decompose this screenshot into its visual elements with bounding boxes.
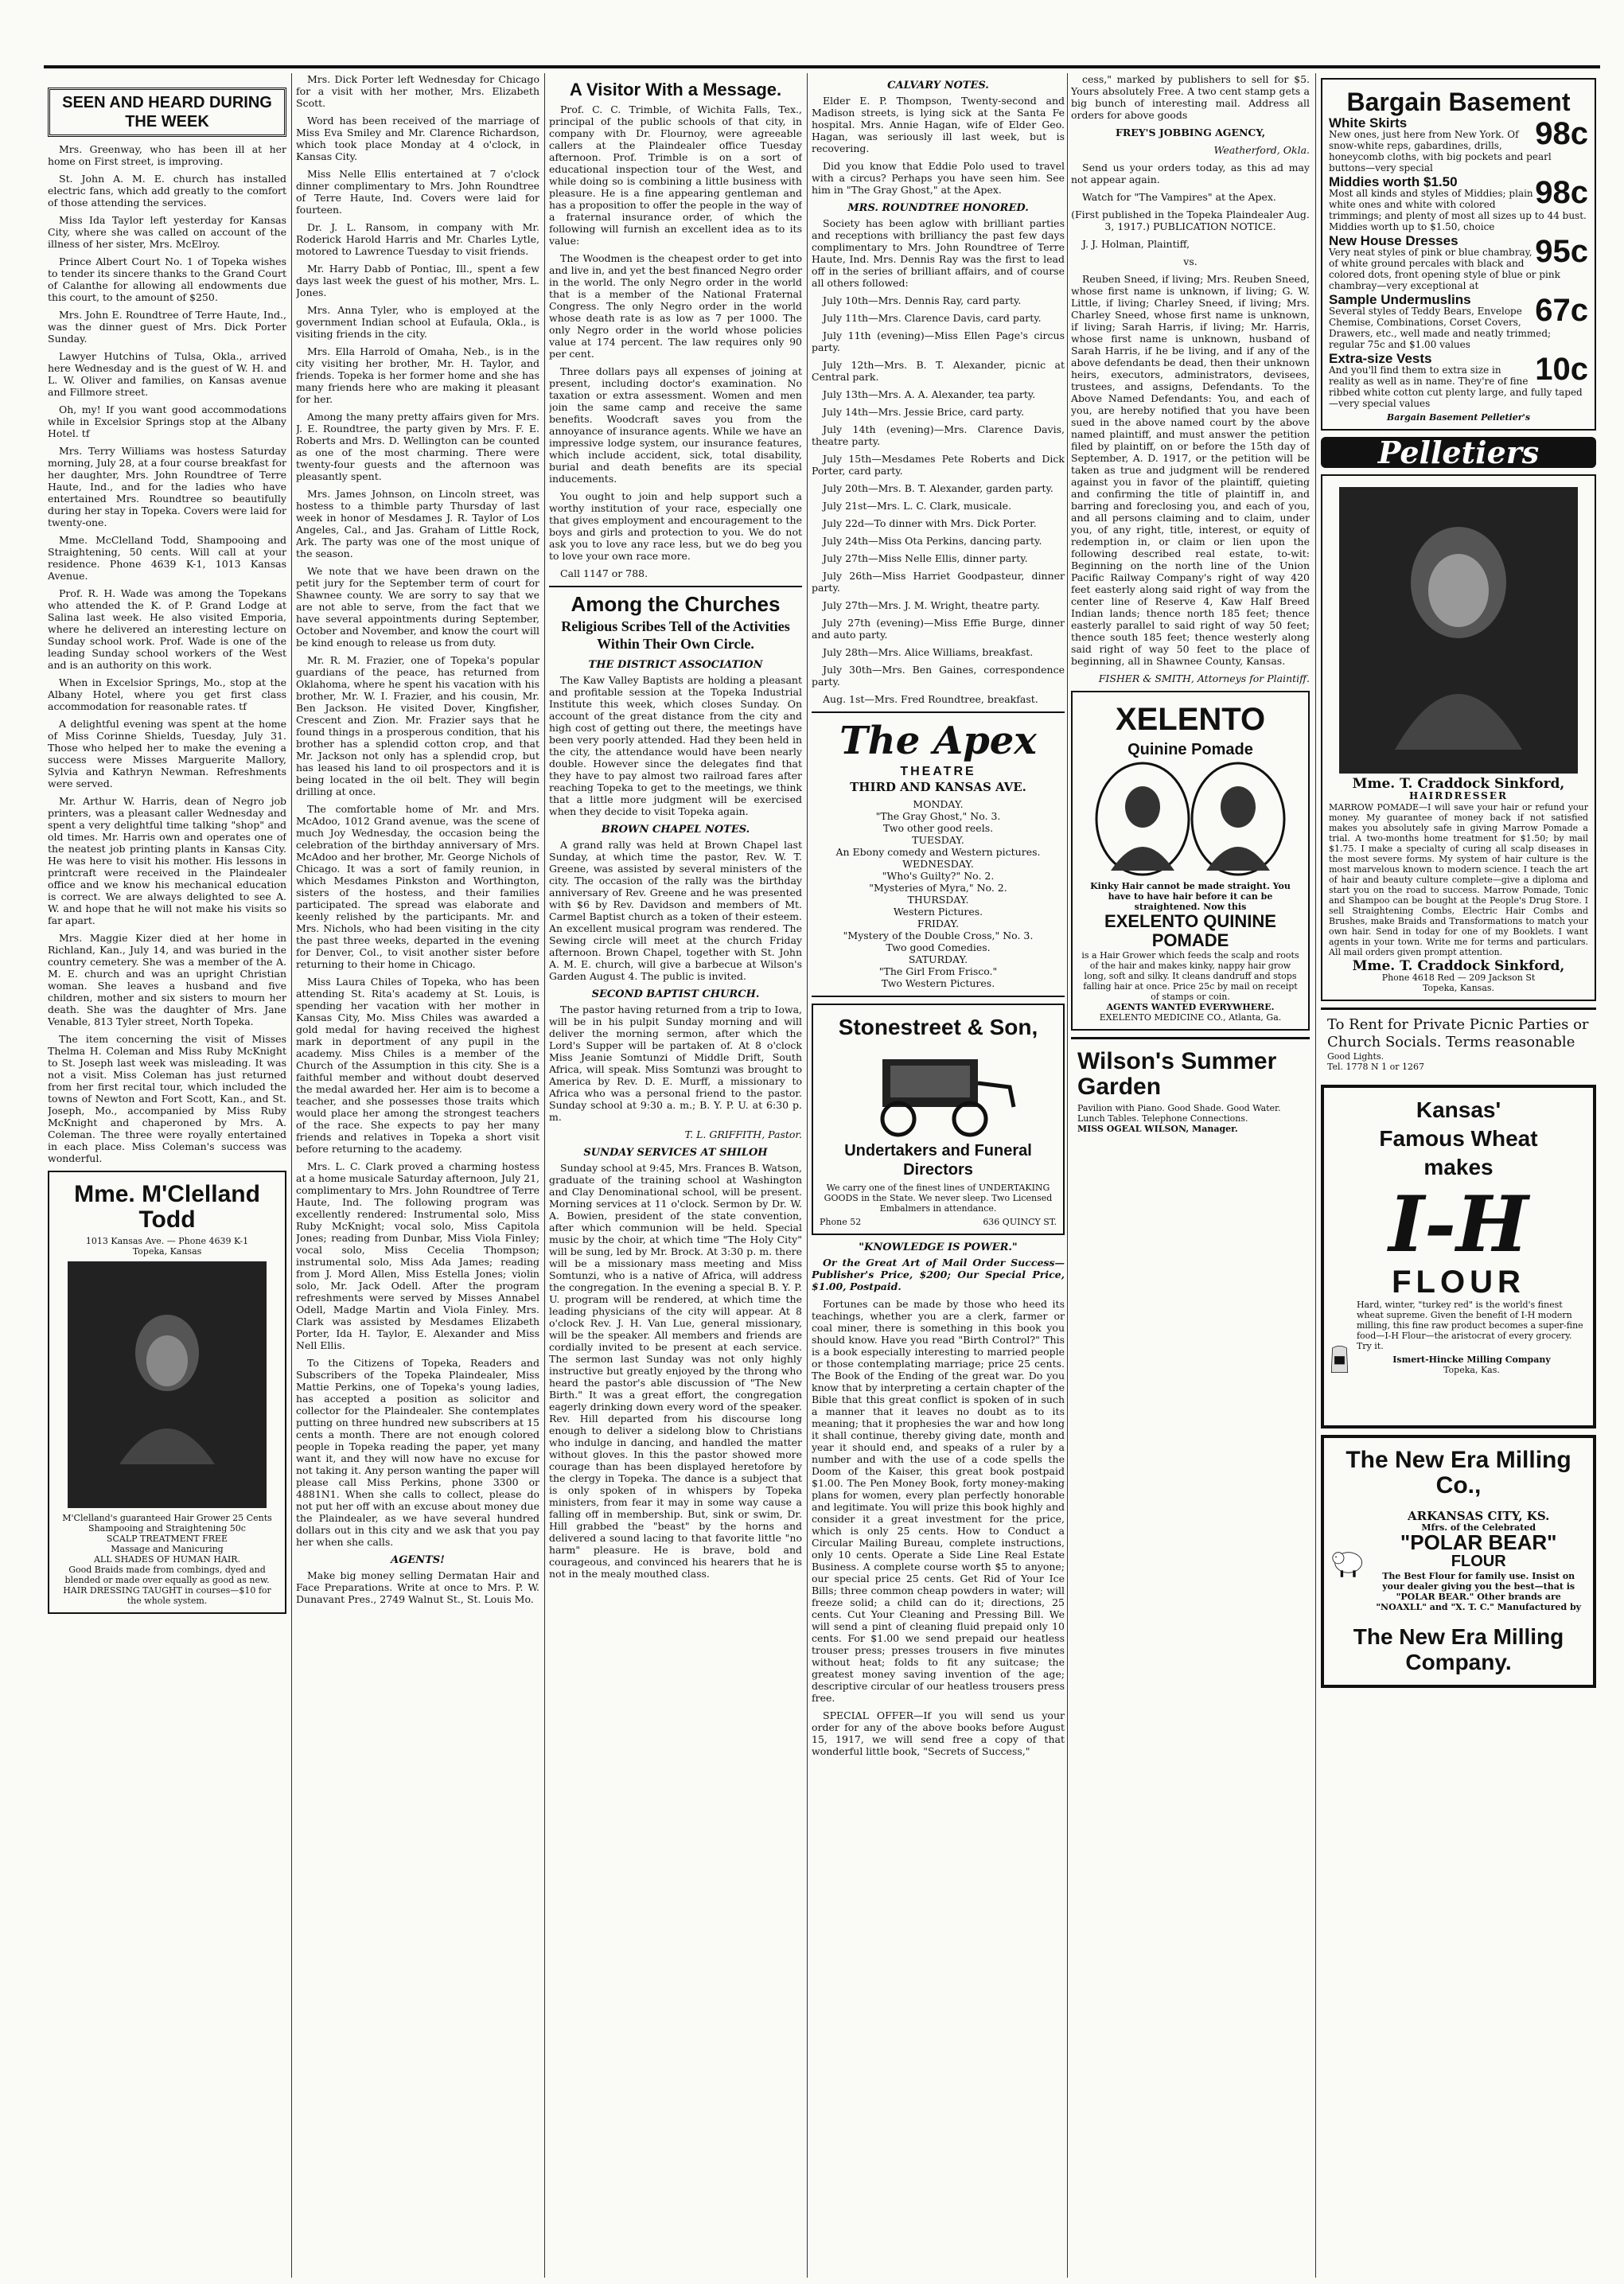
event-item: July 30th—Mrs. Ben Gaines, correspondence party. bbox=[812, 664, 1065, 688]
new-era-mfrs: Mfrs. of the Celebrated bbox=[1421, 1522, 1536, 1533]
event-item: July 27th—Mrs. J. M. Wright, theatre party. bbox=[823, 599, 1040, 611]
bargain-item-price: 67c bbox=[1535, 294, 1588, 328]
new-era-footer: The New Era Milling Company. bbox=[1353, 1624, 1564, 1674]
knowledge-heading: "KNOWLEDGE IS POWER." bbox=[859, 1241, 1018, 1253]
stonestreet-title: Stonestreet & Son, bbox=[838, 1015, 1038, 1039]
news-items bbox=[48, 143, 286, 1164]
church-section-text: Sunday school at 9:45, Mrs. Frances B. Watson, graduate of the training school at Washington and Clay Denominational school, will be present. Morning services at 11 o'clock. Sermon by Dr. W. A. Bowien, president of the state convention, after which communion will be held. Special music by the choir, at which time "The Holy City" will be sung, led by Mr. Brock. At 3:30 p. m. there will be a missionary mass meeting and Miss Somtunzi, who is a native of Africa, will address the congregation. In the evening a special B. Y. P. U. program will be rendered, at which time the leading physicians of the city will appear. At 8 o'clock Rev. J. H. Van Lue, general missionary, will be the speaker. All members and friends are cordially invited to be present at each service. The sermon last Sunday was not only highly instructive but greatly enjoyed by the throng who heard the pastor's able discussion of "The New Birth." It was a great effort, the congregation eagerly drinking down every word of the speaker. Rev. Hill departed from his discourse long enough to deliver a sidelong blow to Christians who indulge in dancing, and handled the matter without gloves. In this the pastor showed more courage than has been displayed heretofore by the clergy in Topeka. The dance is a subject that is only spoken of in whispers by Topeka ministers, from fear it may in some way cause a falling off in membership. But, sink or swim, Dr. Hill grabbed the "beast" by the horns and delivered a sound lacing to that favorite little "no harm" pleasure. He is brave, bold and courageous, and convinced his hearers that he is not in the mealy mouthed class. bbox=[549, 1162, 802, 1580]
visitor-paragraph: Call 1147 or 788. bbox=[560, 567, 648, 579]
column-rule bbox=[807, 73, 808, 2278]
bargain-item-name: Sample Undermuslins bbox=[1329, 294, 1471, 307]
visitor-article bbox=[549, 103, 802, 579]
bargain-title: Bargain Basement bbox=[1346, 88, 1571, 116]
top-rule bbox=[44, 65, 1600, 68]
news-item: Mrs. Anna Tyler, who is employed at the government Indian school at Eufaula, Okla., is visiting friends in the city. bbox=[296, 304, 539, 340]
apex-schedule-line: Two Western Pictures. bbox=[881, 977, 995, 989]
church-section-title: SECOND BAPTIST CHURCH. bbox=[591, 988, 760, 1000]
event-item: July 15th—Mesdames Pete Roberts and Dick Porter, card party. bbox=[812, 453, 1065, 477]
news-item: Among the many pretty affairs given for Mrs. J. E. Roundtree, the party given by Mrs. F. E. Roberts and Mrs. D. Wellington can be counted as one of the most charming. There were twenty-four guests and the afternoon was pleasantly spent. bbox=[296, 411, 539, 482]
column-rule bbox=[1315, 73, 1316, 2278]
wilson-ad bbox=[1071, 1037, 1310, 1140]
apex-schedule-line: "The Gray Ghost," No. 3. bbox=[875, 810, 1001, 822]
column-rule bbox=[544, 73, 545, 2278]
news-item: Miss Laura Chiles of Topeka, who has been attending St. Rita's academy at St. Louis, is spending her vacation with her mother in Kansas City, Mo. Miss Chiles was awarded a gold medal for having received the highest mark in deportment of any pupil in the academy. Miss Chiles is a member of the Church of the Assumption in this city. She is a faithful member and without doubt deserved the medal awarded her. Her aim is to become a teacher, and she possesses those traits which would place her among the strongest teachers of the race. She expects to pay her many friends and relatives in Topeka a short visit before returning to the academy. bbox=[296, 976, 539, 1155]
knowledge-subheading: Or the Great Art of Mail Order Success—Publisher's Price, $200; Our Special Price, $1.00, Postpaid. bbox=[812, 1257, 1065, 1292]
wheat-line1: Kansas' bbox=[1416, 1097, 1501, 1122]
column-rule bbox=[291, 73, 292, 2278]
todd-ad-city: Topeka, Kansas bbox=[132, 1246, 202, 1257]
roundtree-intro: Society has been aglow with brilliant parties and receptions with brilliancy the past few days complimentary to Mrs. John Roundtree of Terre Haute, Ind. Mrs. Dennis Ray was the first to lead off in the series of brilliant affairs, and of course all others followed: bbox=[812, 217, 1065, 289]
bargain-item-price: 95c bbox=[1535, 236, 1588, 269]
news-item: Mrs. Ella Harrold of Omaha, Neb., is in the city visiting her brother, Mr. H. Taylor, and friends. Topeka is her former home and she has many friends here who are making it pleasant for her. bbox=[296, 345, 539, 405]
bargain-item-price: 98c bbox=[1535, 118, 1588, 151]
news-item: Dr. J. L. Ransom, in company with Mr. Roderick Harold Harris and Mr. Charles Lytle, motored to Lawrence Tuesday to visit friends. bbox=[296, 221, 539, 257]
sinkford-phone: Phone 4618 Red — 209 Jackson St bbox=[1381, 972, 1536, 983]
apex-schedule-line: "Mysteries of Myra," No. 2. bbox=[869, 882, 1007, 894]
event-item: July 14th (evening)—Mrs. Clarence Davis, theatre party. bbox=[812, 423, 1065, 447]
apex-ad bbox=[812, 711, 1065, 997]
column-rule bbox=[1067, 73, 1068, 2278]
churches-subheading: Religious Scribes Tell of the Activities Within Their Own Circle. bbox=[561, 618, 790, 652]
stonestreet-text: We carry one of the finest lines of UNDERTAKING GOODS in the State. We never sleep. Two Licensed Embalmers in attendance. bbox=[824, 1183, 1053, 1214]
xelento-text: is a Hair Grower which feeds the scalp and roots of the hair and makes kinky, nappy hair grow long, soft and silky. It cleans dandruff and stops falling hair at once. Price 25c by mail on receipt of stamps or coin. bbox=[1081, 950, 1299, 1002]
church-section-text: The pastor having returned from a trip to Iowa, will be in his pulpit Sunday morning and will deliver the morning sermon, after which the Lord's Supper will be partaken of. At 8 o'clock Miss Jeanie Somtunzi of Middle Drift, South Africa, will speak. Miss Somtunzi was brought to America by Rev. D. E. Murff, a missionary to Africa who was a personal friend to the pastor. Sunday school at 9:30 a. m.; B. Y. P. U. at 6:30 p. m. bbox=[549, 1004, 802, 1123]
apex-address: THIRD AND KANSAS AVE. bbox=[850, 780, 1026, 794]
bargain-item bbox=[1329, 118, 1588, 173]
bargain-basement-ad bbox=[1321, 78, 1596, 431]
bargain-items bbox=[1329, 118, 1588, 409]
vampires-note: Watch for "The Vampires" at the Apex. bbox=[1082, 191, 1276, 203]
column-6 bbox=[1321, 73, 1596, 2278]
apex-schedule-line: An Ebony comedy and Western pictures. bbox=[835, 846, 1041, 858]
bargain-item-desc: Very neat styles of pink or blue chambray, of white ground percales with black and colored dots, front opening style of blue or pink chambray—very exceptional at bbox=[1329, 247, 1560, 291]
news-item: Miss Ida Taylor left yesterday for Kansas City, where she was called on account of the illness of her sister, Mrs. McElroy. bbox=[48, 214, 286, 250]
wheat-line3: makes bbox=[1423, 1155, 1494, 1179]
calvary-text: Elder E. P. Thompson, Twenty-second and Madison streets, is lying sick at the Santa Fe hospital. Mrs. Annie Hagan, wife of Elder Geo. Hagan, was seriously ill last week, but is recovering. bbox=[812, 95, 1065, 154]
news-item: A delightful evening was spent at the home of Miss Corinne Shields, Tuesday, July 31. Those who helped her to make the evening a success were Misses Marguerite Mallory, Sylvia and Kathryn Newman. Refreshments were served. bbox=[48, 718, 286, 789]
todd-portrait-image bbox=[68, 1261, 267, 1508]
church-section-signature: T. L. GRIFFITH, Pastor. bbox=[684, 1128, 802, 1140]
bargain-item-desc: New ones, just here from New York. Of snow-white reps, gabardines, drills, honeycomb cloths, with big pockets and pearl buttons—very special bbox=[1329, 129, 1552, 173]
event-item: July 10th—Mrs. Dennis Ray, card party. bbox=[823, 294, 1022, 306]
apex-theatre-label: THEATRE bbox=[900, 765, 976, 778]
xelento-subtitle: Quinine Pomade bbox=[1127, 741, 1253, 758]
news-items bbox=[296, 73, 539, 1548]
todd-ad-line: Shampooing and Straightening 50c bbox=[88, 1523, 246, 1534]
wheat-line2: Famous Wheat bbox=[1379, 1126, 1538, 1151]
agents-heading: AGENTS! bbox=[391, 1554, 445, 1566]
bargain-item bbox=[1329, 177, 1588, 232]
bargain-item-name: Middies worth $1.50 bbox=[1329, 177, 1458, 189]
church-section-text: The Kaw Valley Baptists are holding a pleasant and profitable session at the Topeka Industrial Institute this week, which closes Sunday. On account of the great distance from the city and high cost of getting out there, the meetings have been very poorly attended. Had they been held in the city, the attendance would have been nearly double. However since the delegates find that they have to pay almost two railroad fares after reaching Topeka to get to the meetings, we think that a little more judgment will be exercised when they decide to visit Topeka again. bbox=[549, 674, 802, 817]
news-item: When in Excelsior Springs, Mo., stop at the Albany Hotel, where you get first class accommodation for reasonable rates. tf bbox=[48, 676, 286, 712]
visitor-paragraph: The Woodmen is the cheapest order to get into and live in, and yet the best financed Negro order in the world. The only Negro order in the world that is a member of the National Fraternal Congress. The only Negro order in the world whose death rate is as low as 7 per 1000. The only Negro order in the world whose policies value at 174 percent. The law requires only 90 per cent. bbox=[549, 252, 802, 360]
todd-ad-line: Good Braids made from combings, dyed and blended or made over equally as good as new. bbox=[64, 1565, 270, 1585]
event-item: Aug. 1st—Mrs. Fred Roundtree, breakfast. bbox=[823, 693, 1038, 705]
apex-schedule-line: SATURDAY. bbox=[908, 953, 968, 965]
news-item: Lawyer Hutchins of Tulsa, Okla., arrived here Wednesday and is the guest of W. H. and L. W. Oliver and families, on Kansas avenue and Fillmore street. bbox=[48, 350, 286, 398]
visitor-heading: A Visitor With a Message. bbox=[569, 80, 782, 99]
section-header: SEEN AND HEARD DURING THE WEEK bbox=[48, 88, 286, 137]
flour-sack-icon bbox=[1330, 1300, 1349, 1419]
event-item: July 27th (evening)—Miss Effie Burge, dinner and auto party. bbox=[812, 617, 1065, 641]
apex-schedule-line: FRIDAY. bbox=[917, 918, 960, 930]
notice-text: Reuben Sneed, if living; Mrs. Reuben Sneed, whose first name is unknown, if living; G. W. Little, if living; Charley Sneed, if living; Mrs. Charley Sneed, whose first name is unknown, if living; Sarah Harris, if living; Mr. Harris, whose first name is unknown, husband of Sarah Harris, if he be living, and if any of the above defendants be dead, then their unknown heirs, executors, administrators, devisees, trustees, and assigns, Defendants. To the Above Named Defendants: You, and each of you, are hereby notified that you have been sued in the above named court by the above named plaintiff, and must answer the petition filed by plaintiff, on or before the 15th day of September, A. D. 1917, or the petition will be taken as true and judgment will be rendered against you in favor of the plaintiff, quieting and confirming the title of plaintiff in, and barring and foreclosing you, and each of you, and all persons claiming and to claim, under you, of any right, title, interest, or equity of redemption in, or claim or lien upon the following described real estate, to-wit: Beginning on the north line of the Union Pacific Railway Company's right of way 420 feet easterly along said right of way from the center line of Reserve 4, Kaw Half Breed Indian lands; thence north 185 feet; thence easterly parallel to said right of way 50 feet; thence south 185 feet; thence westerly along said right of way 50 feet to the place of beginning, all in Shawnee County, Kansas. bbox=[1071, 273, 1310, 667]
versus: vs. bbox=[1183, 255, 1198, 267]
news-item: Oh, my! If you want good accommodations while in Excelsior Springs stop at the Albany Hotel. tf bbox=[48, 403, 286, 439]
bargain-item bbox=[1329, 294, 1588, 350]
wilson-manager: MISS OGEAL WILSON, Manager. bbox=[1077, 1124, 1238, 1134]
sinkford-portrait-image bbox=[1339, 487, 1578, 774]
event-item: July 22d—To dinner with Mrs. Dick Porter. bbox=[823, 517, 1037, 529]
todd-ad-line: M'Clelland's guaranteed Hair Grower 25 Cents bbox=[62, 1513, 272, 1523]
bargain-item-desc: Several styles of Teddy Bears, Envelope Chemise, Combinations, Corset Covers, Drawers, etc., well made and neatly trimmed; regular 75c and $1.00 values bbox=[1329, 306, 1552, 350]
frey-name: FREY'S JOBBING AGENCY, bbox=[1115, 127, 1266, 138]
news-item: Mr. R. M. Frazier, one of Topeka's popular guardians of the peace, has returned from Oklahoma, where he spent his vacation with his brother, Mr. W. I. Frazier, and his cousin, Mr. Ben Jackson. He visited Dover, Kingfisher, Crescent and Zion. Mr. Frazier says that he found things in a prosperous condition, that his brother has a splendid cotton crop, and that Mr. Jackson not only has a splendid crop, but has leased his land to oil prospectors and it is being located in the oil belt. They will begin drilling at once. bbox=[296, 654, 539, 797]
column-3 bbox=[549, 73, 802, 2278]
bargain-item-price: 10c bbox=[1535, 353, 1588, 387]
apex-schedule-line: "The Girl From Frisco." bbox=[878, 965, 998, 977]
attorneys: FISHER & SMITH, Attorneys for Plaintiff. bbox=[1098, 672, 1310, 684]
new-era-title: The New Era Milling Co., bbox=[1346, 1447, 1571, 1499]
event-item: July 21st—Mrs. L. C. Clark, musicale. bbox=[823, 500, 1012, 512]
ih-flour-word: FLOUR bbox=[1392, 1265, 1525, 1300]
bargain-item-name: Extra-size Vests bbox=[1329, 353, 1432, 366]
news-item: Prof. R. H. Wade was among the Topekans who attended the K. of P. Grand Lodge at Salina last week. He also visited Emporia, where he delivered an interesting lecture on Sunday school work. Prof. Wade is one of the leading Sunday school workers of the West and is an authority on this work. bbox=[48, 587, 286, 671]
wilson-title: Wilson's Summer Garden bbox=[1077, 1048, 1277, 1100]
frey-note: Send us your orders today, as this ad may not appear again. bbox=[1071, 162, 1310, 185]
hearse-image bbox=[851, 1043, 1026, 1139]
news-item: Mrs. Maggie Kizer died at her home in Richland, Kan., July 14, and was buried in the country cemetery. She was a member of the A. M. E. church and was an upright Christian woman. She leaves a husband and five children, mother and six sisters to mourn her death. She was the daughter of Mrs. Jane Venable, 813 Tyler street, North Topeka. bbox=[48, 932, 286, 1027]
apex-schedule-line: "Who's Guilty?" No. 2. bbox=[882, 870, 995, 882]
bargain-item-desc: And you'll find them to extra size in reality as well as in name. They're of fine ribbed white cotton cut plenty large, and fully taped—very special values bbox=[1329, 364, 1583, 409]
stonestreet-ad bbox=[812, 1004, 1065, 1235]
news-item: The item concerning the visit of Misses Thelma H. Coleman and Miss Ruby McKnight to St. Joseph last week was misleading. It was not a visit. Miss Coleman has just returned from her first recital tour, which included the towns of Newton and Fort Scott, Kan., and St. Joseph, Mo., accompanied by Miss Ruby McKnight and chaperoned by Mrs. A. Coleman. The three were royally entertained in each place. Miss Coleman's success was wonderful. bbox=[48, 1033, 286, 1164]
apex-schedule bbox=[818, 798, 1058, 989]
events-list bbox=[812, 294, 1065, 705]
stonestreet-subtitle: Undertakers and Funeral Directors bbox=[844, 1142, 1032, 1179]
event-item: July 13th—Mrs. A. A. Alexander, tea party. bbox=[823, 388, 1036, 400]
notice-header: (First published in the Topeka Plaindealer Aug. 3, 1917.) PUBLICATION NOTICE. bbox=[1071, 209, 1310, 232]
sinkford-footer: Mme. T. Craddock Sinkford, bbox=[1352, 958, 1565, 974]
bargain-item bbox=[1329, 236, 1588, 291]
news-item: Mme. McClelland Todd, Shampooing and Straightening, 50 cents. Will call at your residence. Phone 4639 K-1, 1013 Kansas Avenue. bbox=[48, 534, 286, 582]
pelletiers-logo: Pelletiers bbox=[1321, 437, 1596, 468]
event-item: July 12th—Mrs. B. T. Alexander, picnic at Central park. bbox=[812, 359, 1065, 383]
todd-ad bbox=[48, 1171, 286, 1614]
event-item: July 26th—Miss Harriet Goodpasteur, dinner party. bbox=[812, 570, 1065, 594]
news-item: St. John A. M. E. church has installed electric fans, which add greatly to the comfort of those attending the services. bbox=[48, 173, 286, 209]
apex-schedule-line: THURSDAY. bbox=[907, 894, 969, 906]
visitor-paragraph: Three dollars pays all expenses of joining at present, including doctor's examination. No taxation or extra assessment. Women and men join the same camp and receive the same benefits. Woodcraft saves you from the annoyance of insurance agents. While we have an impressive lodge system, our insurance features, which include accident, sick, total disability, burial and death benefits are its special inducements. bbox=[549, 365, 802, 485]
apex-schedule-line: "Mystery of the Double Cross," No. 3. bbox=[843, 930, 1034, 941]
news-item: The comfortable home of Mr. and Mrs. McAdoo, 1012 Grand avenue, was the scene of much Joy Wednesday, the occasion being the celebration of the birthday anniversary of Mrs. McAdoo and her brother, Mr. George Nichols of Chicago. It was a sort of family reunion, in which Mesdames Pinkston and Worthington, sisters of the hostess, and their families participated. The spread was elaborate and keenly relished by the participants. Mr. and Mrs. Nichols, who had been visiting in the city the past three weeks, departed in the evening for Denver, Col., to visit another sister before returning to their home in Chicago. bbox=[296, 803, 539, 970]
news-item: Mrs. Dick Porter left Wednesday for Chicago for a visit with her mother, Mrs. Elizabeth Scott. bbox=[296, 73, 539, 109]
agents-text: Make big money selling Dermatan Hair and Face Preparations. Write at once to Mrs. P. W. Dunavant Pres., 2749 Walnut St., St. Louis Mo. bbox=[296, 1569, 539, 1605]
sinkford-text: MARROW POMADE—I will save your hair or refund your money. My guarantee of money back if not satisfied makes you absolutely safe in giving Marrow Pomade a trial. A two-months home treatment for $1.50; by mail $1.75. I make a specialty of curing all scalp diseases in the most severe forms. My system of hair culture is the most marvelous known to modern science. I teach the art of hair and beauty culture complete—give a diploma and start you on the road to success. Marrow Pomade, Tonic and Shampoo can be bought at the People's Drug Store. I sell Straightening Combs, Electric Hair Combs and Brushes, make Braids and Transformations to match your own hair. Send in today for one of my Booklets. I want agents in your town. Write me for terms and particulars. All mail orders given prompt attention. bbox=[1329, 802, 1588, 957]
frey-city: Weatherford, Okla. bbox=[1213, 144, 1310, 156]
new-era-text: The Best Flour for family use. Insist on your dealer giving you the best—that is "POLAR BEAR." Other brands are "NOAXLL" and "X. T. C." Manufactured by bbox=[1376, 1571, 1582, 1612]
visitor-paragraph: You ought to join and help support such a worthy institution of your race, especially one that gives employment and encouragement to the boys and girls and protection to you. We do not ask you to love any race less, but we do beg you to love your own race more. bbox=[549, 490, 802, 562]
column-1 bbox=[48, 73, 286, 2278]
xelento-title: XELENTO bbox=[1115, 702, 1266, 737]
church-section-title: SUNDAY SERVICES AT SHILOH bbox=[583, 1147, 768, 1159]
news-item: Mrs. John E. Roundtree of Terre Haute, Ind., was the dinner guest of Mrs. Dick Porter Sunday. bbox=[48, 309, 286, 345]
knowledge-text: Fortunes can be made by those who heed its teachings, whether you are a clerk, farmer or coal miner, there is something in this book you should know. Have you read "Birth Control?" This is a book especially interesting to married people or those contemplating marriage; price 25 cents. The Book of the Ending of the great war. Do you know that by interpreting a certain chapter of the Bible that this great conflict is spoken of in such a manner that it leaves no doubt as to its meaning; that it prophesies the war and how long it shall continue, thereby giving date, month and year it should end, and speaks of a ruler by a number and with the use of a code spells the Doom of the Kaiser, this great book postpaid $1.00. The Pen Money Book, forty money-making plans for women, every plan perfectly honorable and legitimate. You will prize this book highly and consider it a great investment for the price, which is only 25 cents. How to Conduct a Circular Mailing Bureau, complete instructions, only 10 cents. Operate a Side Line Real Estate Business. A complete course worth $5 to anyone; our special price 25 cents. Get Rid of Your Ice Bills; three common cheap powders in water; will freeze solid; a child can do it; directions, 25 cents. Cut Your Cleaning and Pressing Bill. We will send a pint of cleaning fluid prepaid only 10 cents. For $1.00 we send prepaid our heatless trouser press; presses trousers in five minutes without heat; folds to fit any suitcase; the greatest money saving invention of the age; descriptive circular of our heatless trousers press free. bbox=[812, 1298, 1065, 1704]
wilson-line: Pavilion with Piano. Good Shade. Good Water. Lunch Tables. Telephone Connections. bbox=[1077, 1103, 1281, 1124]
event-item: July 27th—Miss Nelle Ellis, dinner party. bbox=[823, 552, 1028, 564]
xelento-company: EXELENTO MEDICINE CO., Atlanta, Ga. bbox=[1099, 1012, 1282, 1023]
frey-continuation: cess," marked by publishers to sell for $5. Yours absolutely Free. A two cent stamp gets a big bunch of interesting mail. Address all orders for above goods bbox=[1071, 73, 1310, 121]
ih-brand: I-H bbox=[1388, 1179, 1529, 1269]
apex-schedule-line: Western Pictures. bbox=[893, 906, 983, 918]
wilson-right-text: To Rent for Private Picnic Parties or Church Socials. Terms reasonable bbox=[1327, 1016, 1589, 1050]
roundtree-heading: MRS. ROUNDTREE HONORED. bbox=[847, 202, 1029, 214]
bargain-item-desc: Most all kinds and styles of Middies; plain white ones and white with colored trimmings; and plenty of most all sizes up to 44 bust. Middies worth up to $1.50, choice bbox=[1329, 188, 1587, 232]
event-item: July 11th—Mrs. Clarence Davis, card party. bbox=[823, 312, 1042, 324]
news-item: Mrs. L. C. Clark proved a charming hostess at a home musicale Saturday afternoon, July 21, complimentary to Mrs. John Roundtree of Terre Haute, Ind. The following program was excellently rendered: Instrumental solo, Miss Ruby McKnight; vocal solo, Miss Capitola Jones; reading from Dunbar, Miss Viola Finley; vocal solo, Miss Cecelia Thompson; instrumental solo, Miss Ada James; reading from J. Mord Allen, Miss Estella Jones; violin solo, Mr. Jack Odell. After the program refreshments were served by Misses Annabel Odell, Madge Martin and Viola Finley. Mrs. Clark was assisted by Mesdames Elizabeth Porter, Ida H. Taylor, E. Alexander and Miss Nell Ellis. bbox=[296, 1160, 539, 1351]
new-era-city: ARKANSAS CITY, KS. bbox=[1408, 1509, 1550, 1523]
news-item: Mrs. James Johnson, on Lincoln street, was hostess to a thimble party Thursday of last week in honor of Mesdames J. R. Taylor of Los Angeles, Cal., and Jas. Graham of Little Rock, Ark. The party was one of the most unique of the season. bbox=[296, 488, 539, 559]
sinkford-ad bbox=[1321, 474, 1596, 1001]
apex-schedule-line: WEDNESDAY. bbox=[902, 858, 974, 870]
news-item: Mrs. Terry Williams was hostess Saturday morning, July 28, at a four course breakfast for her daughter, Mrs. John Roundtree of Terre Haute, Ind., and for the ladies who have entertained Mrs. Roundtree so beautifully during her stay in Topeka. Covers were laid for twenty-one. bbox=[48, 445, 286, 528]
ih-flour-ad bbox=[1321, 1085, 1596, 1428]
wilson-right-tel: Tel. 1778 N 1 or 1267 bbox=[1327, 1062, 1424, 1072]
plaintiff: J. J. Holman, Plaintiff, bbox=[1082, 238, 1190, 250]
ih-text: Hard, winter, "turkey red" is the world's finest wheat supreme. Given the benefit of I-H modern milling, this fine raw product becomes a super-fine food—I-H Flour—the aristocrat of every grocery. Try it. bbox=[1356, 1300, 1583, 1351]
stonestreet-phone: Phone 52 bbox=[820, 1217, 862, 1227]
churches-heading: Among the Churches bbox=[571, 592, 781, 616]
event-item: July 11th (evening)—Miss Ellen Page's circus party. bbox=[812, 329, 1065, 353]
event-item: July 20th—Mrs. B. T. Alexander, garden party. bbox=[823, 482, 1053, 494]
wilson-right-line: Good Lights. bbox=[1327, 1051, 1384, 1062]
eddie-polo-text: Did you know that Eddie Polo used to travel with a circus? Perhaps you have seen him. See him in "The Gray Ghost," at the Apex. bbox=[812, 160, 1065, 196]
column-4 bbox=[812, 73, 1065, 2278]
wilson-right-ad bbox=[1321, 1008, 1596, 1078]
event-item: July 14th—Mrs. Jessie Brice, card party. bbox=[823, 406, 1025, 418]
event-item: July 28th—Mrs. Alice Williams, breakfast. bbox=[823, 646, 1034, 658]
news-item: Mrs. Greenway, who has been ill at her home on First street, is improving. bbox=[48, 143, 286, 167]
bargain-item bbox=[1329, 353, 1588, 409]
xelento-agents: AGENTS WANTED EVERYWHERE. bbox=[1106, 1002, 1275, 1012]
todd-ad-address: 1013 Kansas Ave. — Phone 4639 K-1 bbox=[85, 1236, 249, 1246]
church-section-title: BROWN CHAPEL NOTES. bbox=[601, 824, 750, 836]
sinkford-title: HAIRDRESSER bbox=[1409, 790, 1508, 801]
column-2 bbox=[296, 73, 539, 2278]
event-item: July 24th—Miss Ota Perkins, dancing party. bbox=[823, 535, 1042, 547]
ih-company: Ismert-Hincke Milling Company bbox=[1392, 1354, 1551, 1365]
apex-schedule-line: Two other good reels. bbox=[882, 822, 994, 834]
church-section-title: THE DISTRICT ASSOCIATION bbox=[588, 659, 763, 671]
todd-ad-line: SCALP TREATMENT FREE bbox=[106, 1534, 228, 1544]
bargain-item-name: New House Dresses bbox=[1329, 236, 1458, 248]
xelento-brand: EXELENTO QUININE POMADE bbox=[1104, 911, 1276, 950]
news-item: Miss Nelle Ellis entertained at 7 o'clock dinner complimentary to Mrs. John Roundtree of Terre Haute, Ind. Covers were laid for fourteen. bbox=[296, 168, 539, 216]
sinkford-name: Mme. T. Craddock Sinkford, bbox=[1352, 776, 1565, 792]
bargain-item-price: 98c bbox=[1535, 177, 1588, 210]
todd-ad-line: Massage and Manicuring bbox=[111, 1544, 224, 1554]
xelento-ad bbox=[1071, 691, 1310, 1031]
column-5 bbox=[1071, 73, 1310, 2278]
apex-schedule-line: MONDAY. bbox=[913, 798, 964, 810]
polar-bear-icon bbox=[1330, 1502, 1364, 1621]
xelento-caption: Kinky Hair cannot be made straight. You have to have hair before it can be straightened. Now this bbox=[1090, 881, 1291, 912]
news-item: We note that we have been drawn on the petit jury for the September term of court for Shawnee county. We are sorry to say that we are not able to serve, from the fact that we have several appointments during September, October and November, and know the court will be kind enough to release us from duty. bbox=[296, 565, 539, 649]
apex-schedule-line: Two good Comedies. bbox=[886, 941, 991, 953]
new-era-brand: "POLAR BEAR" bbox=[1400, 1530, 1557, 1554]
visitor-paragraph: Prof. C. C. Trimble, of Wichita Falls, Tex., principal of the public schools of that city, in company with Dr. Flournoy, were agreeable callers at the Plaindealer office Tuesday afternoon. Prof. Trimble is on a sort of educational inspection tour of the West, and while doing so is combining a little business with pleasure. He is a fine appearing gentleman and has a proposition to offer the people in the way of a fraternal insurance order, of which the following will furnish an excellent idea as to its value: bbox=[549, 103, 802, 247]
sinkford-city: Topeka, Kansas. bbox=[1422, 983, 1495, 993]
todd-ad-title: Mme. M'Clelland Todd bbox=[74, 1181, 260, 1233]
special-offer: SPECIAL OFFER—If you will send us your order for any of the above books before August 15, 1917, we will send free a copy of that wonderful little book, "Secrets of Success," bbox=[812, 1709, 1065, 1757]
todd-ad-line: HAIR DRESSING TAUGHT in courses—$10 for the whole system. bbox=[63, 1585, 271, 1606]
apex-schedule-line: TUESDAY. bbox=[912, 834, 964, 846]
news-item: Prince Albert Court No. 1 of Topeka wishes to tender its sincere thanks to the Grand Court of Calanthe for allowing all endowments due this court, to the amount of $250. bbox=[48, 255, 286, 303]
news-item: To the Citizens of Topeka, Readers and Subscribers of the Topeka Plaindealer, Miss Mattie Perkins, one of Topeka's young ladies, has accepted a position as solicitor and collector for the Plaindealer. She contemplates putting on three hundred new subscribers at 15 cents a month. There are not enough colored people in Topeka reading the paper, yet many want it, and they will now have no excuse for not taking it. Any person wanting the paper will please call Miss Perkins, phone 3300 or 4881N1. When she calls to collect, please do not put her off with an excuse about money due the Plaindealer, as we have several hundred dollars out in this city and we ask that you pay her when she calls. bbox=[296, 1357, 539, 1548]
new-era-flour: FLOUR bbox=[1451, 1553, 1506, 1570]
todd-ad-line: ALL SHADES OF HUMAN HAIR. bbox=[93, 1554, 240, 1565]
church-section-text: A grand rally was held at Brown Chapel last Sunday, at which time the pastor, Rev. W. T. Greene, was assisted by several ministers of the city. The occasion of the rally was the birthday anniversary of Rev. Greene and he was presented with $6 by Rev. Davidson and members of Mt. Carmel Baptist church as a token of their esteem. An excellent musical program was rendered. The Sewing circle will meet at the church Friday afternoon. Brown Chapel, together with St. John A. M. E. church, will give a barbecue at Wilson's Garden August 4. The public is invited. bbox=[549, 839, 802, 982]
news-item: Word has been received of the marriage of Miss Eva Smiley and Mr. Clarence Richardson, which took place Monday at 4 o'clock, in Kansas City. bbox=[296, 115, 539, 162]
church-sections bbox=[549, 659, 802, 1580]
calvary-heading: CALVARY NOTES. bbox=[887, 80, 989, 92]
ih-city: Topeka, Kas. bbox=[1443, 1365, 1500, 1375]
todd-ad-lines bbox=[56, 1513, 278, 1606]
news-item: Mr. Arthur W. Harris, dean of Negro job printers, was a pleasant caller Wednesday and spent a very delightful time talking "shop" and old times. Mr. Harris own and operates one of the neatest job printing plants in Kansas City. He was here to visit his mother. His lessons in printcraft were received in the Plaindealer office and we know his mechanical education is correct. We are always delighted to see A. W. and hope that he will not make his visits so far apart. bbox=[48, 795, 286, 926]
bargain-item-name: White Skirts bbox=[1329, 118, 1408, 131]
new-era-ad bbox=[1321, 1435, 1596, 1688]
apex-logo: The Apex bbox=[839, 719, 1037, 763]
stonestreet-address: 636 QUINCY ST. bbox=[983, 1217, 1057, 1227]
news-item: Mr. Harry Dabb of Pontiac, Ill., spent a few days last week the guest of his mother, Mrs. L. Jones. bbox=[296, 263, 539, 298]
bargain-footer: Bargain Basement Pelletier's bbox=[1386, 412, 1531, 423]
xelento-portraits-image bbox=[1087, 759, 1294, 879]
